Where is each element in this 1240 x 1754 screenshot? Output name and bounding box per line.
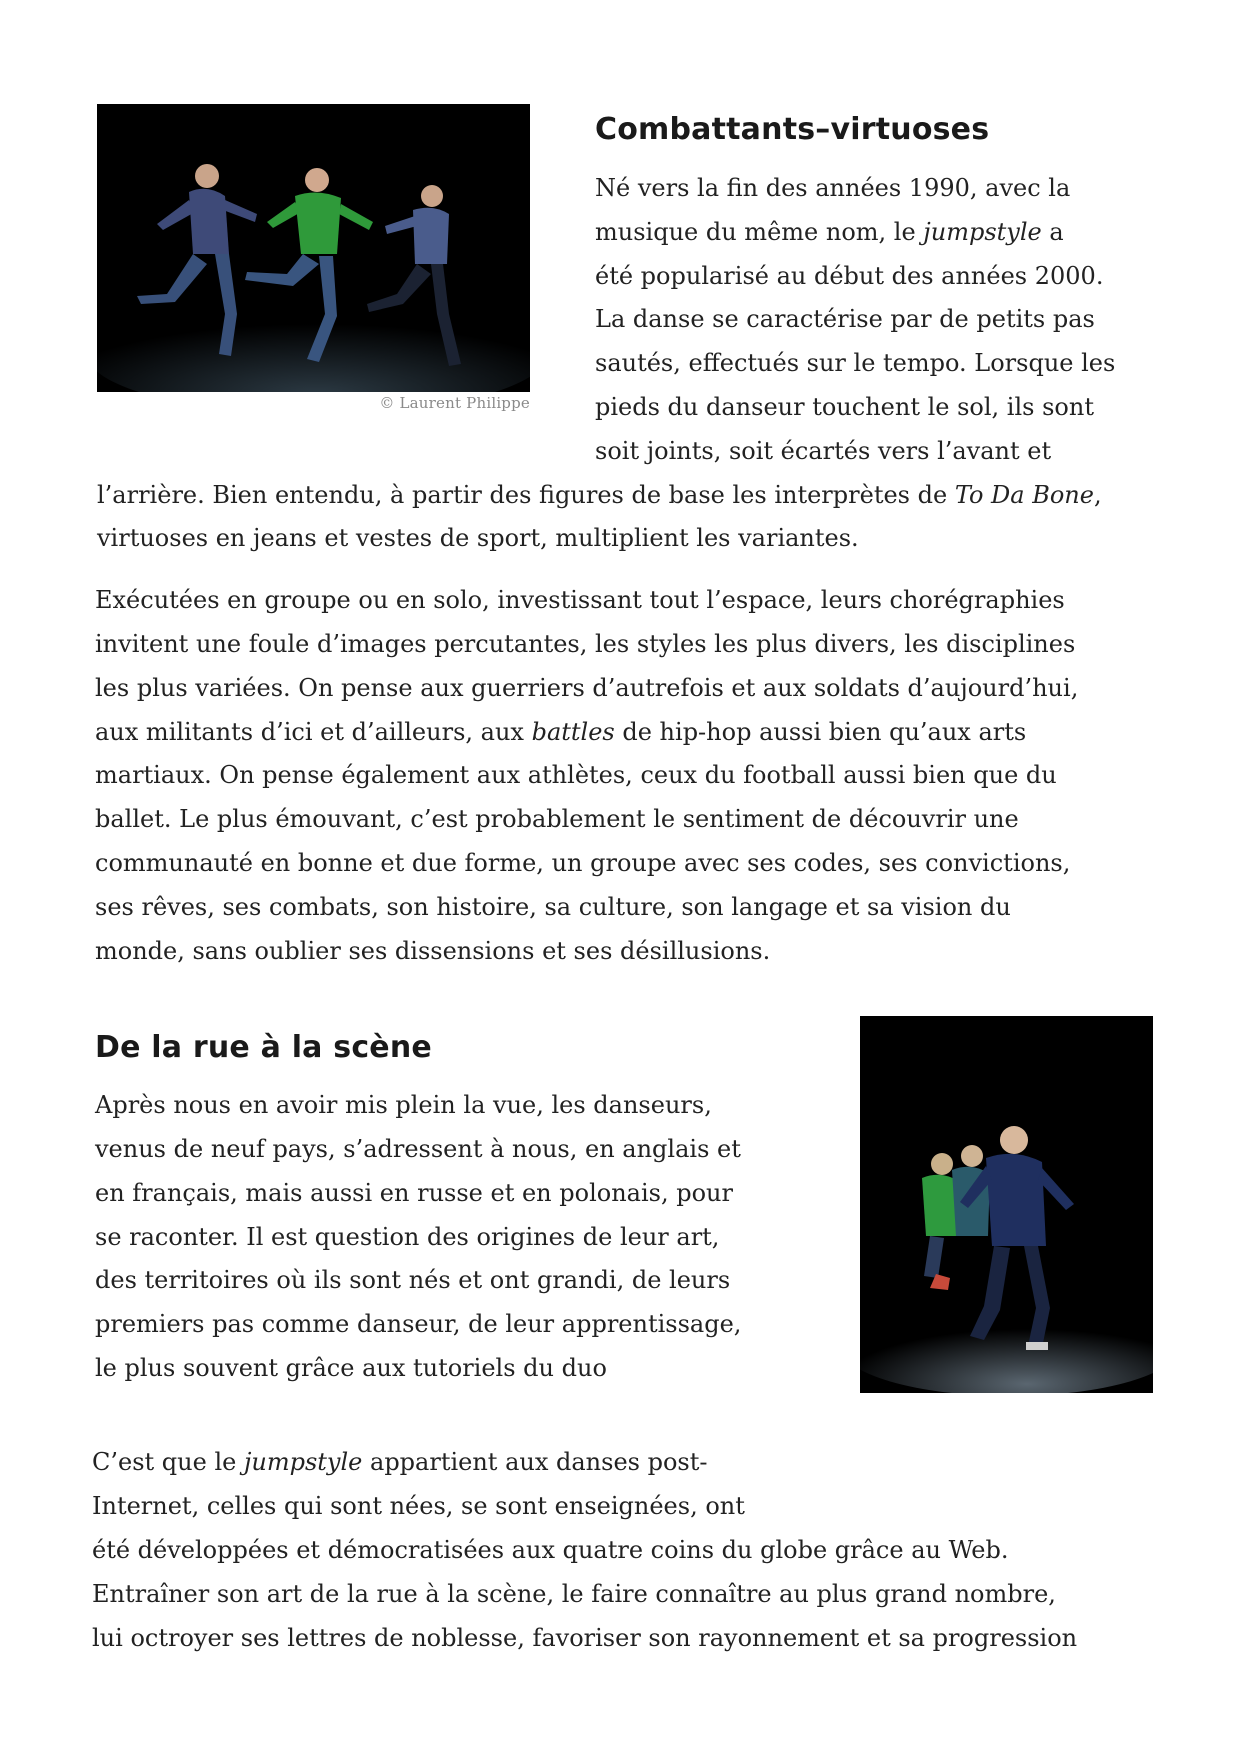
text-line: monde, sans oublier ses dissensions et ses désillusions. (95, 937, 771, 965)
section-heading-rue-scene: De la rue à la scène (95, 1030, 432, 1065)
photo-dancers-trio-image (97, 104, 530, 392)
section-heading-combattants: Combattants–virtuoses (595, 112, 990, 147)
text-line: communauté en bonne et due forme, un groupe avec ses codes, ses convictions, (95, 849, 1071, 877)
text-line: musique du même nom, le jumpstyle a (595, 218, 1064, 246)
text-line: été popularisé au début des années 2000. (595, 262, 1104, 290)
text-line: ses rêves, ses combats, son histoire, sa culture, son langage et sa vision du (95, 893, 1011, 921)
text-line: premiers pas comme danseur, de leur apprentissage, (95, 1310, 742, 1338)
text-line: Entraîner son art de la rue à la scène, le faire connaître au plus grand nombre, (92, 1580, 1056, 1608)
photo-dancers-trio (97, 104, 530, 392)
text-line: été développées et démocratisées aux quatre coins du globe grâce au Web. (92, 1536, 1009, 1564)
text-line: Internet, celles qui sont nées, se sont enseignées, ont (92, 1492, 745, 1520)
text-line: venus de neuf pays, s’adressent à nous, en anglais et (95, 1135, 741, 1163)
text-line: se raconter. Il est question des origines de leur art, (95, 1223, 720, 1251)
text-line: sautés, effectués sur le tempo. Lorsque les (595, 349, 1116, 377)
text-line: des territoires où ils sont nés et ont grandi, de leurs (95, 1266, 731, 1294)
text-line: Exécutées en groupe ou en solo, investissant tout l’espace, leurs chorégraphies (95, 586, 1065, 614)
photo-dancers-tracksuits (860, 1016, 1153, 1393)
text-line: pieds du danseur touchent le sol, ils sont (595, 393, 1094, 421)
text-line: virtuoses en jeans et vestes de sport, multiplient les variantes. (97, 524, 859, 552)
text-line: ballet. Le plus émouvant, c’est probablement le sentiment de découvrir une (95, 805, 1019, 833)
text-line: martiaux. On pense également aux athlètes, ceux du football aussi bien que du (95, 761, 1057, 789)
text-line: La danse se caractérise par de petits pas (595, 305, 1095, 333)
text-line: Après nous en avoir mis plein la vue, les danseurs, (95, 1091, 712, 1119)
text-line: le plus souvent grâce aux tutoriels du duo (95, 1354, 607, 1382)
text-line: les plus variées. On pense aux guerriers d’autrefois et aux soldats d’aujourd’hui, (95, 674, 1079, 702)
text-line: l’arrière. Bien entendu, à partir des figures de base les interprètes de To Da Bone, (97, 481, 1102, 509)
text-line: lui octroyer ses lettres de noblesse, favoriser son rayonnement et sa progression (92, 1624, 1078, 1652)
text-line: C’est que le jumpstyle appartient aux danses post- (92, 1448, 708, 1476)
text-line: soit joints, soit écartés vers l’avant et (595, 437, 1052, 465)
text-line: aux militants d’ici et d’ailleurs, aux battles de hip-hop aussi bien qu’aux arts (95, 718, 1027, 746)
text-line: Né vers la fin des années 1990, avec la (595, 174, 1071, 202)
photo-credit: © Laurent Philippe (379, 394, 530, 412)
photo-dancers-tracksuits-image (860, 1016, 1153, 1393)
text-line: en français, mais aussi en russe et en polonais, pour (95, 1179, 733, 1207)
text-line: invitent une foule d’images percutantes, les styles les plus divers, les disciplines (95, 630, 1076, 658)
